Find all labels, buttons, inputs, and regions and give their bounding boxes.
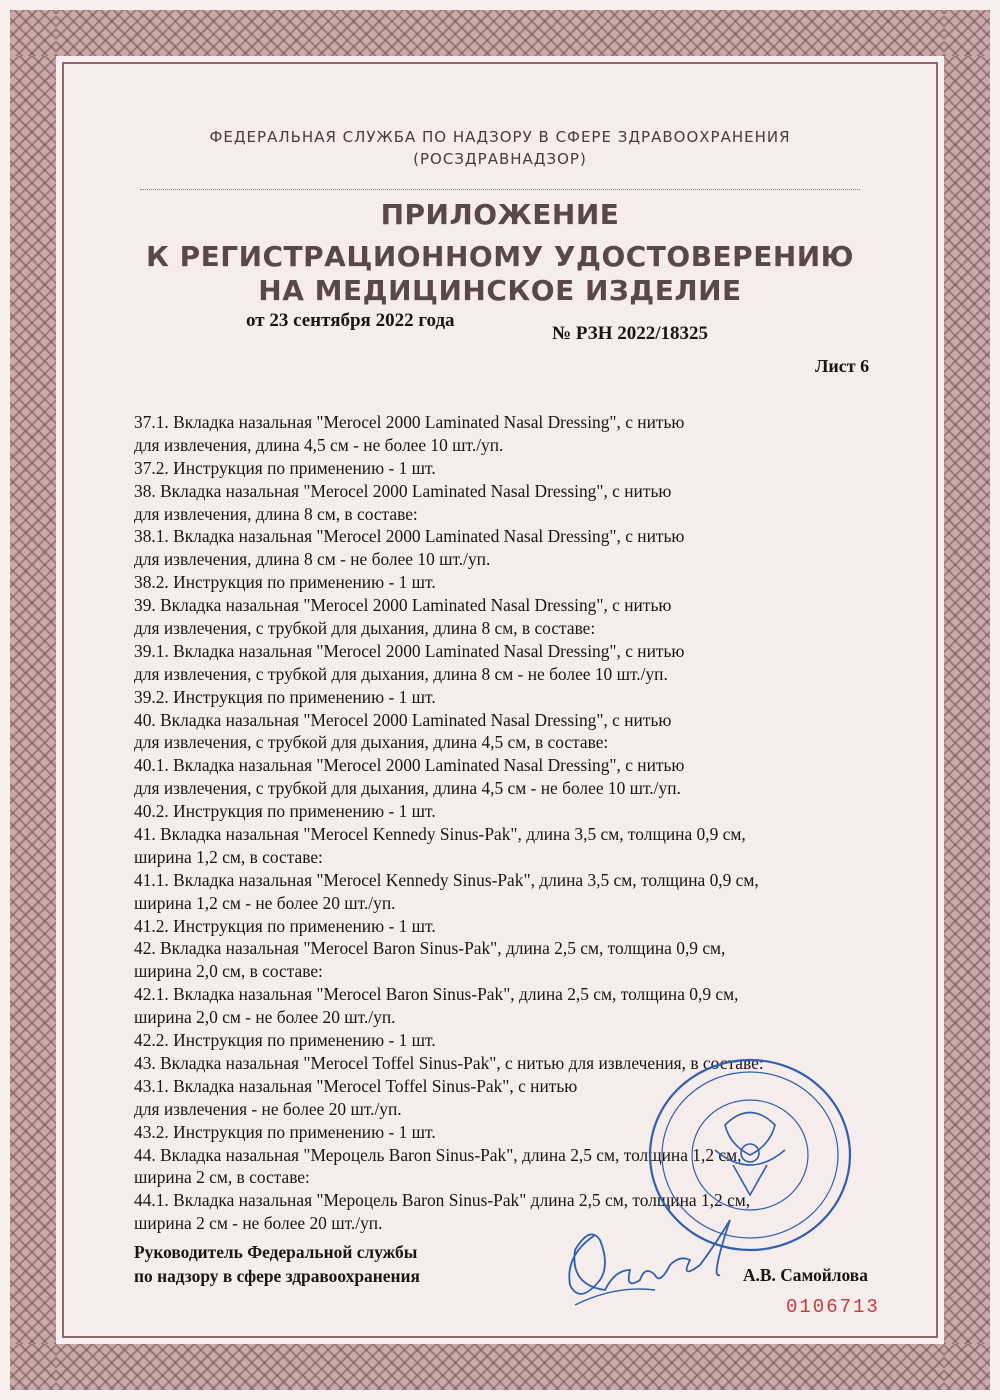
body-line: 37.2. Инструкция по применению - 1 шт. bbox=[134, 457, 436, 478]
body-line: 43.1. Вкладка назальная "Merocel Toffel Sinus-Pak", с нитью bbox=[134, 1075, 578, 1096]
body-line: 44. Вкладка назальная "Мероцель Baron Sinus-Pak", длина 2,5 см, толщина 1,2 см, bbox=[134, 1144, 742, 1165]
document-title-line2: К РЕГИСТРАЦИОННОМУ УДОСТОВЕРЕНИЮ bbox=[145, 240, 855, 273]
body-line: ширина 1,2 см - не более 20 шт./уп. bbox=[134, 892, 396, 913]
body-line: ширина 1,2 см, в составе: bbox=[134, 846, 323, 867]
signer-title-line1: Руководитель Федеральной службы bbox=[134, 1242, 418, 1262]
body-line: 40.2. Инструкция по применению - 1 шт. bbox=[134, 801, 436, 822]
body-line: ширина 2,0 см - не более 20 шт./уп. bbox=[134, 1007, 396, 1028]
body-line: 43.2. Инструкция по применению - 1 шт. bbox=[134, 1121, 436, 1142]
body-line: для извлечения, длина 4,5 см - не более 10 шт./уп. bbox=[134, 434, 504, 455]
body-line: ширина 2 см, в составе: bbox=[134, 1167, 310, 1188]
sheet-number: Лист 6 bbox=[815, 356, 870, 376]
body-line: 39.2. Инструкция по применению - 1 шт. bbox=[134, 686, 436, 707]
body-line: для извлечения - не более 20 шт./уп. bbox=[134, 1098, 402, 1119]
body-line: для извлечения, с трубкой для дыхания, длина 8 см - не более 10 шт./уп. bbox=[134, 663, 668, 684]
body-line: 43. Вкладка назальная "Merocel Toffel Sinus-Pak", с нитью для извлечения, в составе: bbox=[134, 1052, 764, 1073]
document-title-line1: ПРИЛОЖЕНИЕ bbox=[380, 198, 620, 231]
body-line: 41. Вкладка назальная "Merocel Kennedy Sinus-Pak", длина 3,5 см, толщина 0,9 см, bbox=[134, 824, 746, 845]
agency-abbreviation: (РОСЗДРАВНАДЗОР) bbox=[413, 150, 587, 168]
body-line: 40. Вкладка назальная "Merocel 2000 Laminated Nasal Dressing", с нитью bbox=[134, 709, 672, 730]
body-line: 38. Вкладка назальная "Merocel 2000 Laminated Nasal Dressing", с нитью bbox=[134, 480, 672, 501]
signer-title-line2: по надзору в сфере здравоохранения bbox=[134, 1266, 420, 1286]
body-line: 41.1. Вкладка назальная "Merocel Kennedy Sinus-Pak", длина 3,5 см, толщина 0,9 см, bbox=[134, 869, 759, 890]
body-line: 39. Вкладка назальная "Merocel 2000 Laminated Nasal Dressing", с нитью bbox=[134, 595, 672, 616]
registration-number: № РЗН 2022/18325 bbox=[552, 323, 709, 344]
body-line: для извлечения, с трубкой для дыхания, длина 4,5 см - не более 10 шт./уп. bbox=[134, 778, 681, 799]
signer-title bbox=[134, 1240, 420, 1288]
body-line: 38.1. Вкладка назальная "Merocel 2000 Laminated Nasal Dressing", с нитью bbox=[134, 526, 685, 547]
body-line: 39.1. Вкладка назальная "Merocel 2000 Laminated Nasal Dressing", с нитью bbox=[134, 640, 685, 661]
body-line: для извлечения, длина 8 см, в составе: bbox=[134, 503, 418, 524]
body-line: 40.1. Вкладка назальная "Merocel 2000 Laminated Nasal Dressing", с нитью bbox=[134, 755, 685, 776]
signature-icon bbox=[555, 1205, 735, 1315]
body-line: для извлечения, длина 8 см - не более 10 шт./уп. bbox=[134, 549, 491, 570]
body-line: 42.1. Вкладка назальная "Merocel Baron Sinus-Pak", длина 2,5 см, толщина 0,9 см, bbox=[134, 984, 739, 1005]
body-line: 44.1. Вкладка назальная "Мероцель Baron Sinus-Pak" длина 2,5 см, толщина 1,2 см, bbox=[134, 1190, 751, 1211]
body-line: ширина 2 см - не более 20 шт./уп. bbox=[134, 1213, 383, 1234]
agency-name: ФЕДЕРАЛЬНАЯ СЛУЖБА ПО НАДЗОРУ В СФЕРЕ ЗДРАВООХРАНЕНИЯ bbox=[209, 128, 791, 146]
body-line: 37.1. Вкладка назальная "Merocel 2000 Laminated Nasal Dressing", с нитью bbox=[134, 412, 685, 432]
body-line: 42.2. Инструкция по применению - 1 шт. bbox=[134, 1030, 436, 1051]
body-line: 41.2. Инструкция по применению - 1 шт. bbox=[134, 915, 436, 936]
issue-date: от 23 сентября 2022 года bbox=[246, 310, 455, 331]
body-line: для извлечения, с трубкой для дыхания, длина 8 см, в составе: bbox=[134, 618, 596, 639]
signer-name: А.В. Самойлова bbox=[743, 1265, 868, 1285]
header-divider bbox=[140, 189, 860, 190]
body-line: 42. Вкладка назальная "Merocel Baron Sinus-Pak", длина 2,5 см, толщина 0,9 см, bbox=[134, 938, 726, 959]
body-line: для извлечения, с трубкой для дыхания, длина 4,5 см, в составе: bbox=[134, 732, 609, 753]
body-line: ширина 2,0 см, в составе: bbox=[134, 961, 323, 982]
serial-number: 0106713 bbox=[786, 1296, 880, 1318]
document-title-line3: НА МЕДИЦИНСКОЕ ИЗДЕЛИЕ bbox=[258, 274, 742, 307]
body-line: 38.2. Инструкция по применению - 1 шт. bbox=[134, 572, 436, 593]
